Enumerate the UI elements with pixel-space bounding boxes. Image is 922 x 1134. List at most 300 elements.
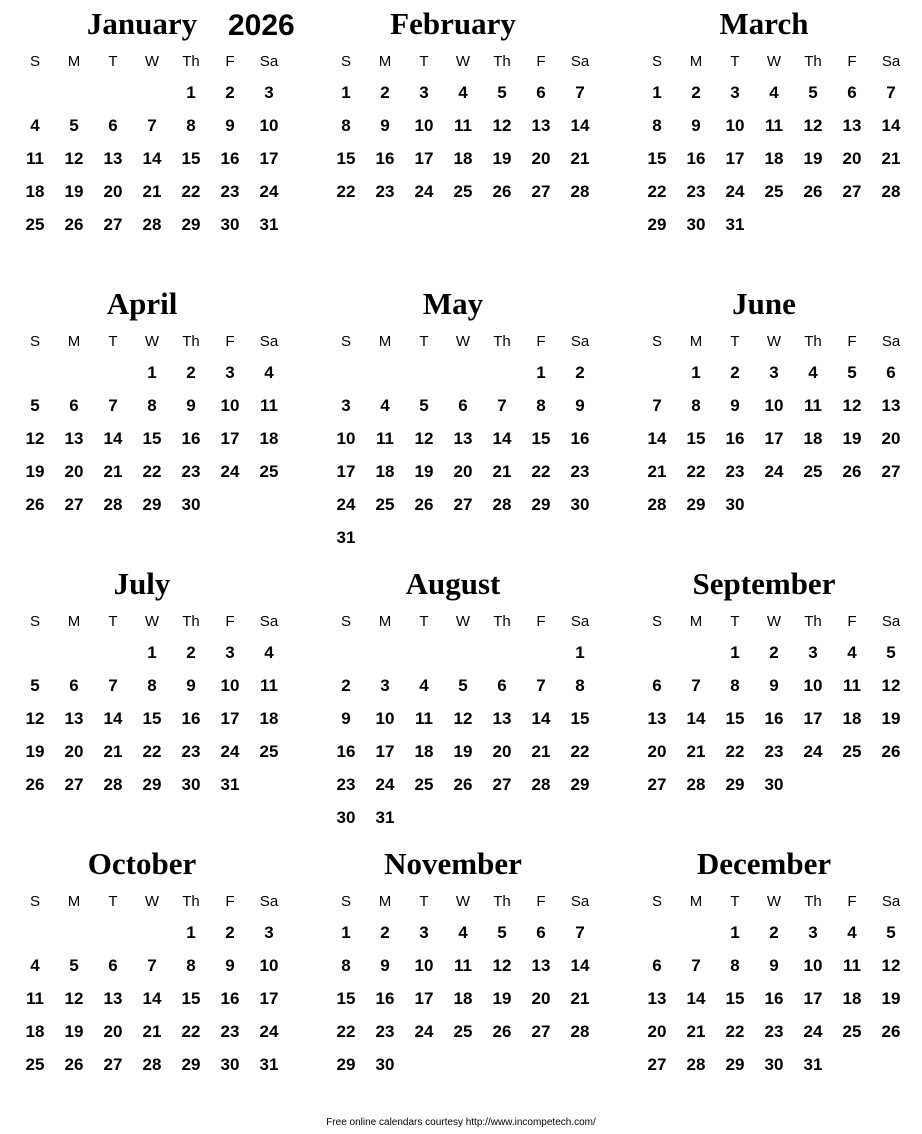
day-cell: 6 bbox=[108, 956, 118, 975]
weekday-header: Th bbox=[493, 893, 511, 910]
day-cell: 1 bbox=[730, 923, 740, 942]
day-cell: 4 bbox=[30, 956, 40, 975]
weekday-header: M bbox=[67, 893, 81, 910]
day-cell: 4 bbox=[30, 116, 40, 135]
day-cell: 22 bbox=[725, 1022, 745, 1041]
month-november bbox=[326, 844, 620, 1114]
weekday-header: T bbox=[730, 333, 740, 350]
day-cell: 20 bbox=[531, 989, 551, 1008]
month-october bbox=[15, 844, 309, 1114]
day-cell: 16 bbox=[336, 742, 356, 761]
day-cell: 4 bbox=[847, 643, 857, 662]
day-cell: 14 bbox=[570, 956, 590, 975]
day-cell: 11 bbox=[415, 709, 433, 728]
day-cell: 17 bbox=[259, 149, 279, 168]
day-cell: 27 bbox=[531, 1022, 551, 1041]
day-cell: 12 bbox=[842, 396, 862, 415]
day-cell: 21 bbox=[531, 742, 551, 761]
day-cell: 15 bbox=[336, 989, 356, 1008]
weekday-header: M bbox=[378, 333, 392, 350]
day-cell: 26 bbox=[25, 495, 45, 514]
weekday-header: Sa bbox=[881, 893, 901, 910]
day-grid bbox=[15, 80, 309, 280]
day-cell: 13 bbox=[842, 116, 862, 135]
weekday-header: Th bbox=[182, 53, 200, 70]
day-cell: 18 bbox=[803, 429, 823, 448]
day-cell: 1 bbox=[147, 643, 157, 662]
day-cell: 6 bbox=[69, 396, 79, 415]
day-cell: 13 bbox=[647, 989, 667, 1008]
day-cell: 19 bbox=[25, 462, 45, 481]
weekday-header: Th bbox=[182, 893, 200, 910]
day-cell: 7 bbox=[108, 676, 118, 695]
weekday-header: W bbox=[144, 53, 160, 70]
day-cell: 2 bbox=[186, 643, 196, 662]
day-cell: 25 bbox=[764, 182, 784, 201]
day-cell: 23 bbox=[725, 462, 745, 481]
day-cell: 3 bbox=[225, 363, 235, 382]
day-cell: 21 bbox=[686, 742, 706, 761]
weekday-header: Th bbox=[493, 613, 511, 630]
day-cell: 26 bbox=[453, 775, 473, 794]
weekday-header: Sa bbox=[259, 53, 279, 70]
day-cell: 10 bbox=[803, 956, 823, 975]
day-cell: 16 bbox=[220, 989, 240, 1008]
day-cell: 16 bbox=[764, 709, 784, 728]
weekday-header: Sa bbox=[570, 333, 590, 350]
day-cell: 6 bbox=[536, 83, 546, 102]
weekday-header: Th bbox=[804, 333, 822, 350]
day-cell: 13 bbox=[103, 989, 123, 1008]
day-cell: 4 bbox=[419, 676, 429, 695]
month-march bbox=[637, 4, 922, 274]
footer-credit: Free online calendars courtesy http://www.incompetech.com/ bbox=[326, 1117, 596, 1128]
day-cell: 16 bbox=[375, 989, 395, 1008]
day-cell: 7 bbox=[108, 396, 118, 415]
day-cell: 16 bbox=[764, 989, 784, 1008]
day-cell: 16 bbox=[570, 429, 590, 448]
weekday-header: W bbox=[144, 893, 160, 910]
weekday-header: T bbox=[419, 893, 429, 910]
day-cell: 18 bbox=[414, 742, 434, 761]
day-cell: 27 bbox=[647, 775, 667, 794]
day-cell: 25 bbox=[25, 215, 45, 234]
day-cell: 15 bbox=[570, 709, 590, 728]
day-cell: 9 bbox=[380, 116, 390, 135]
day-cell: 24 bbox=[259, 1022, 279, 1041]
weekday-header: Sa bbox=[259, 333, 279, 350]
weekday-header: M bbox=[378, 613, 392, 630]
day-cell: 31 bbox=[220, 775, 240, 794]
weekday-header: T bbox=[730, 613, 740, 630]
day-cell: 4 bbox=[458, 923, 468, 942]
weekday-header-row bbox=[326, 51, 620, 73]
weekday-header: S bbox=[340, 333, 351, 350]
day-cell: 16 bbox=[220, 149, 240, 168]
weekday-header: Th bbox=[182, 613, 200, 630]
day-cell: 7 bbox=[652, 396, 662, 415]
day-cell: 12 bbox=[881, 676, 901, 695]
day-cell: 1 bbox=[147, 363, 157, 382]
day-cell: 23 bbox=[764, 1022, 784, 1041]
day-cell: 23 bbox=[181, 462, 201, 481]
day-cell: 6 bbox=[652, 676, 662, 695]
day-cell: 25 bbox=[25, 1055, 45, 1074]
month-december bbox=[637, 844, 922, 1114]
weekday-header: Sa bbox=[259, 893, 279, 910]
day-cell: 24 bbox=[220, 462, 240, 481]
day-cell: 23 bbox=[570, 462, 590, 481]
weekday-header: W bbox=[455, 333, 471, 350]
day-cell: 3 bbox=[808, 643, 818, 662]
weekday-header: W bbox=[144, 333, 160, 350]
weekday-header: F bbox=[225, 893, 235, 910]
day-cell: 26 bbox=[842, 462, 862, 481]
day-cell: 26 bbox=[64, 1055, 84, 1074]
weekday-header-row bbox=[326, 331, 620, 353]
day-cell: 11 bbox=[26, 989, 44, 1008]
weekday-header: M bbox=[689, 53, 703, 70]
day-cell: 9 bbox=[186, 396, 196, 415]
day-cell: 27 bbox=[647, 1055, 667, 1074]
day-cell: 24 bbox=[336, 495, 356, 514]
day-cell: 6 bbox=[497, 676, 507, 695]
day-cell: 9 bbox=[186, 676, 196, 695]
day-cell: 2 bbox=[186, 363, 196, 382]
day-cell: 29 bbox=[142, 495, 162, 514]
day-cell: 9 bbox=[769, 676, 779, 695]
day-cell: 31 bbox=[375, 808, 395, 827]
day-cell: 4 bbox=[264, 643, 274, 662]
day-cell: 20 bbox=[492, 742, 512, 761]
weekday-header-row bbox=[637, 611, 922, 633]
day-cell: 22 bbox=[531, 462, 551, 481]
day-cell: 9 bbox=[341, 709, 351, 728]
year-title: 2026 bbox=[228, 9, 295, 42]
day-cell: 25 bbox=[842, 1022, 862, 1041]
day-cell: 27 bbox=[64, 775, 84, 794]
day-cell: 21 bbox=[881, 149, 901, 168]
day-cell: 1 bbox=[341, 83, 351, 102]
day-cell: 9 bbox=[575, 396, 585, 415]
day-cell: 3 bbox=[341, 396, 351, 415]
day-cell: 30 bbox=[686, 215, 706, 234]
day-cell: 21 bbox=[103, 462, 123, 481]
day-cell: 9 bbox=[380, 956, 390, 975]
day-cell: 15 bbox=[725, 989, 745, 1008]
day-cell: 10 bbox=[764, 396, 784, 415]
day-cell: 23 bbox=[220, 1022, 240, 1041]
day-cell: 17 bbox=[336, 462, 356, 481]
day-cell: 13 bbox=[647, 709, 667, 728]
month-title: February bbox=[390, 6, 516, 41]
weekday-header: Th bbox=[493, 53, 511, 70]
day-cell: 8 bbox=[652, 116, 662, 135]
day-cell: 2 bbox=[225, 83, 235, 102]
day-cell: 28 bbox=[881, 182, 901, 201]
day-cell: 15 bbox=[531, 429, 551, 448]
month-february bbox=[326, 4, 620, 274]
day-cell: 12 bbox=[25, 429, 45, 448]
day-cell: 17 bbox=[725, 149, 745, 168]
weekday-header: W bbox=[766, 613, 782, 630]
day-cell: 7 bbox=[536, 676, 546, 695]
weekday-header-row bbox=[637, 331, 922, 353]
day-cell: 22 bbox=[336, 1022, 356, 1041]
day-cell: 6 bbox=[108, 116, 118, 135]
day-cell: 10 bbox=[725, 116, 745, 135]
weekday-header: S bbox=[651, 53, 662, 70]
day-cell: 13 bbox=[64, 709, 84, 728]
month-title: June bbox=[732, 286, 796, 321]
day-cell: 13 bbox=[492, 709, 512, 728]
day-cell: 17 bbox=[414, 989, 434, 1008]
day-cell: 12 bbox=[881, 956, 901, 975]
day-cell: 25 bbox=[259, 462, 279, 481]
day-cell: 21 bbox=[570, 989, 590, 1008]
day-cell: 23 bbox=[220, 182, 240, 201]
day-cell: 7 bbox=[691, 676, 701, 695]
day-cell: 14 bbox=[686, 709, 706, 728]
day-cell: 17 bbox=[220, 709, 240, 728]
day-cell: 23 bbox=[375, 1022, 395, 1041]
day-cell: 31 bbox=[259, 1055, 279, 1074]
day-cell: 29 bbox=[647, 215, 667, 234]
day-cell: 8 bbox=[691, 396, 701, 415]
weekday-header-row bbox=[637, 891, 922, 913]
day-cell: 5 bbox=[419, 396, 429, 415]
day-grid bbox=[326, 920, 620, 1120]
month-title: August bbox=[405, 566, 501, 601]
day-cell: 20 bbox=[881, 429, 901, 448]
day-cell: 22 bbox=[181, 1022, 201, 1041]
weekday-header: F bbox=[536, 893, 546, 910]
weekday-header: S bbox=[340, 613, 351, 630]
weekday-header: M bbox=[689, 893, 703, 910]
day-cell: 28 bbox=[570, 1022, 590, 1041]
day-cell: 18 bbox=[259, 709, 279, 728]
day-cell: 15 bbox=[142, 429, 162, 448]
day-cell: 12 bbox=[64, 149, 84, 168]
weekday-header: Sa bbox=[881, 333, 901, 350]
day-cell: 15 bbox=[142, 709, 162, 728]
day-cell: 14 bbox=[881, 116, 901, 135]
day-cell: 15 bbox=[725, 709, 745, 728]
day-cell: 25 bbox=[803, 462, 823, 481]
day-cell: 27 bbox=[492, 775, 512, 794]
day-cell: 2 bbox=[769, 643, 779, 662]
day-cell: 9 bbox=[691, 116, 701, 135]
weekday-header: F bbox=[225, 613, 235, 630]
day-cell: 8 bbox=[536, 396, 546, 415]
day-cell: 3 bbox=[419, 83, 429, 102]
day-cell: 19 bbox=[414, 462, 434, 481]
day-cell: 11 bbox=[26, 149, 44, 168]
day-cell: 10 bbox=[220, 396, 240, 415]
day-cell: 1 bbox=[652, 83, 662, 102]
day-grid bbox=[637, 360, 922, 560]
day-grid bbox=[326, 640, 620, 840]
day-cell: 7 bbox=[575, 923, 585, 942]
day-cell: 2 bbox=[575, 363, 585, 382]
day-cell: 24 bbox=[414, 1022, 434, 1041]
weekday-header: T bbox=[419, 333, 429, 350]
day-cell: 28 bbox=[492, 495, 512, 514]
day-cell: 1 bbox=[536, 363, 546, 382]
day-cell: 5 bbox=[69, 116, 79, 135]
day-cell: 28 bbox=[142, 1055, 162, 1074]
weekday-header: Th bbox=[804, 893, 822, 910]
day-cell: 29 bbox=[181, 215, 201, 234]
weekday-header: S bbox=[29, 893, 40, 910]
day-cell: 13 bbox=[881, 396, 901, 415]
weekday-header: M bbox=[378, 893, 392, 910]
day-cell: 29 bbox=[686, 495, 706, 514]
weekday-header: F bbox=[847, 613, 857, 630]
day-cell: 12 bbox=[492, 956, 512, 975]
month-title: May bbox=[422, 286, 484, 321]
day-cell: 5 bbox=[69, 956, 79, 975]
weekday-header: W bbox=[766, 333, 782, 350]
day-cell: 11 bbox=[843, 956, 861, 975]
day-cell: 16 bbox=[181, 709, 201, 728]
weekday-header: F bbox=[536, 53, 546, 70]
day-grid bbox=[637, 920, 922, 1120]
weekday-header: M bbox=[378, 53, 392, 70]
day-cell: 27 bbox=[103, 1055, 123, 1074]
day-cell: 23 bbox=[336, 775, 356, 794]
weekday-header: Sa bbox=[570, 53, 590, 70]
weekday-header: M bbox=[67, 613, 81, 630]
day-cell: 24 bbox=[259, 182, 279, 201]
day-cell: 27 bbox=[453, 495, 473, 514]
day-cell: 3 bbox=[264, 83, 274, 102]
day-cell: 25 bbox=[453, 182, 473, 201]
weekday-header: T bbox=[419, 53, 429, 70]
weekday-header-row bbox=[326, 891, 620, 913]
weekday-header: Th bbox=[804, 613, 822, 630]
day-cell: 22 bbox=[142, 742, 162, 761]
day-cell: 19 bbox=[803, 149, 823, 168]
day-cell: 30 bbox=[764, 1055, 784, 1074]
weekday-header-row bbox=[326, 611, 620, 633]
day-cell: 26 bbox=[64, 215, 84, 234]
day-cell: 14 bbox=[647, 429, 667, 448]
day-cell: 15 bbox=[647, 149, 667, 168]
weekday-header: M bbox=[689, 333, 703, 350]
day-cell: 8 bbox=[186, 116, 196, 135]
day-cell: 26 bbox=[492, 182, 512, 201]
day-cell: 20 bbox=[453, 462, 473, 481]
day-cell: 5 bbox=[30, 396, 40, 415]
month-january bbox=[15, 4, 309, 274]
day-cell: 3 bbox=[225, 643, 235, 662]
day-cell: 23 bbox=[181, 742, 201, 761]
day-cell: 29 bbox=[142, 775, 162, 794]
day-cell: 20 bbox=[103, 1022, 123, 1041]
day-cell: 5 bbox=[808, 83, 818, 102]
day-cell: 26 bbox=[881, 1022, 901, 1041]
day-cell: 21 bbox=[686, 1022, 706, 1041]
day-cell: 28 bbox=[647, 495, 667, 514]
weekday-header: Sa bbox=[570, 613, 590, 630]
day-cell: 14 bbox=[103, 709, 123, 728]
weekday-header: Sa bbox=[570, 893, 590, 910]
day-cell: 31 bbox=[803, 1055, 823, 1074]
day-cell: 12 bbox=[453, 709, 473, 728]
day-cell: 18 bbox=[842, 989, 862, 1008]
day-cell: 4 bbox=[264, 363, 274, 382]
day-cell: 10 bbox=[414, 956, 434, 975]
day-cell: 7 bbox=[886, 83, 896, 102]
month-title: January bbox=[86, 6, 198, 41]
day-cell: 21 bbox=[647, 462, 667, 481]
weekday-header: T bbox=[108, 333, 118, 350]
weekday-header: T bbox=[730, 53, 740, 70]
day-cell: 17 bbox=[764, 429, 784, 448]
day-cell: 6 bbox=[847, 83, 857, 102]
weekday-header: S bbox=[651, 893, 662, 910]
day-cell: 1 bbox=[186, 83, 196, 102]
day-cell: 9 bbox=[769, 956, 779, 975]
day-cell: 14 bbox=[492, 429, 512, 448]
day-cell: 2 bbox=[691, 83, 701, 102]
day-grid bbox=[326, 360, 620, 560]
month-july bbox=[15, 564, 309, 834]
day-cell: 17 bbox=[259, 989, 279, 1008]
weekday-header: Th bbox=[182, 333, 200, 350]
day-cell: 17 bbox=[803, 989, 823, 1008]
month-title: July bbox=[113, 566, 171, 601]
day-cell: 24 bbox=[803, 742, 823, 761]
day-cell: 21 bbox=[142, 182, 162, 201]
day-cell: 28 bbox=[531, 775, 551, 794]
day-cell: 2 bbox=[769, 923, 779, 942]
weekday-header: Sa bbox=[881, 613, 901, 630]
day-cell: 29 bbox=[531, 495, 551, 514]
day-cell: 19 bbox=[881, 709, 901, 728]
day-cell: 30 bbox=[375, 1055, 395, 1074]
day-cell: 5 bbox=[458, 676, 468, 695]
weekday-header-row bbox=[15, 51, 309, 73]
weekday-header: F bbox=[847, 53, 857, 70]
day-cell: 17 bbox=[803, 709, 823, 728]
day-cell: 6 bbox=[458, 396, 468, 415]
weekday-header: S bbox=[651, 613, 662, 630]
day-cell: 6 bbox=[536, 923, 546, 942]
day-cell: 4 bbox=[847, 923, 857, 942]
weekday-header: T bbox=[108, 53, 118, 70]
day-cell: 22 bbox=[181, 182, 201, 201]
day-cell: 23 bbox=[764, 742, 784, 761]
month-august bbox=[326, 564, 620, 834]
day-cell: 12 bbox=[64, 989, 84, 1008]
day-cell: 14 bbox=[103, 429, 123, 448]
day-cell: 24 bbox=[803, 1022, 823, 1041]
day-cell: 21 bbox=[492, 462, 512, 481]
weekday-header: M bbox=[689, 613, 703, 630]
day-cell: 5 bbox=[30, 676, 40, 695]
day-cell: 24 bbox=[220, 742, 240, 761]
day-cell: 9 bbox=[225, 956, 235, 975]
month-title: April bbox=[106, 286, 178, 321]
day-cell: 30 bbox=[764, 775, 784, 794]
weekday-header: F bbox=[847, 333, 857, 350]
weekday-header: W bbox=[455, 53, 471, 70]
day-cell: 12 bbox=[492, 116, 512, 135]
day-cell: 22 bbox=[142, 462, 162, 481]
day-cell: 13 bbox=[64, 429, 84, 448]
